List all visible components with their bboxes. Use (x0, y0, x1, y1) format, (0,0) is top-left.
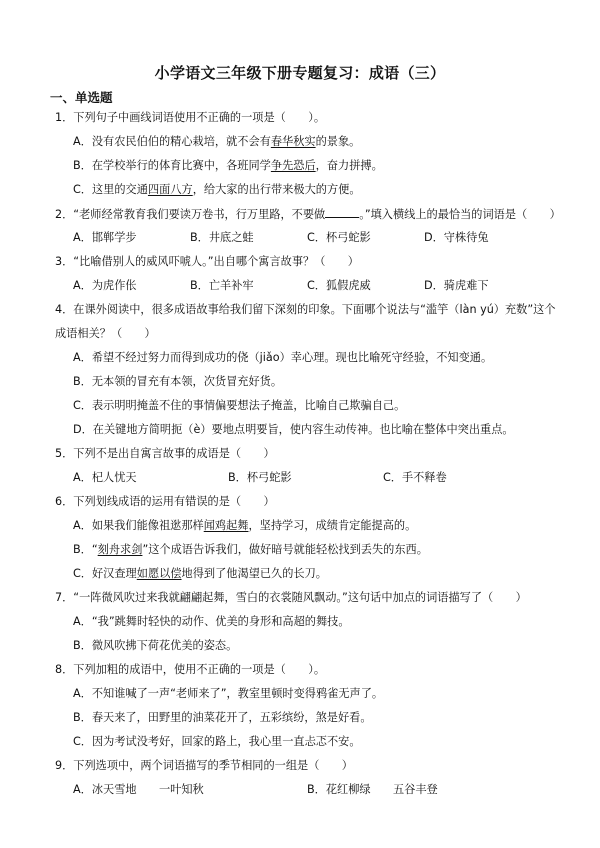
question-4-option-c[interactable]: C．表示明明掩盖不住的事情偏要想法子掩盖，比喻自己欺骗自己。 (73, 399, 406, 412)
question-9-stem: 9．下列选项中，两个词语描写的季节相同的一组是（ ） (55, 759, 353, 772)
option-text: B．“ (73, 543, 98, 556)
question-3-option-d[interactable]: D．骑虎难下 (424, 279, 489, 292)
page-title: 小学语文三年级下册专题复习：成语（三） (154, 64, 446, 82)
section-heading: 一、单选题 (50, 90, 113, 105)
question-8-option-b[interactable]: B．春天来了，田野里的油菜花开了，五彩缤纷，煞是好看。 (73, 711, 372, 724)
question-2-stem (55, 207, 561, 222)
option-text: 地得到了他渴望已久的长刀。 (181, 567, 327, 580)
question-8-option-c[interactable]: C．因为考试没考好，回家的路上，我心里一直忐忑不安。 (73, 735, 361, 748)
option-text: C．这里的交通 (73, 183, 148, 196)
question-9-option-a[interactable]: A．冰天雪地 一叶知秋 (73, 783, 204, 796)
question-5-option-a[interactable]: A．杞人忧天 (73, 471, 137, 484)
question-2-option-b[interactable]: B．井底之蛙 (190, 231, 254, 244)
question-7-stem: 7．“一阵微风吹过来我就翩翩起舞，雪白的衣裳随风飘动。”这句话中加点的词语描写了（ ） (55, 591, 527, 604)
option-text: A．没有农民伯伯的精心栽培，就不会有 (73, 135, 271, 148)
question-5-option-b[interactable]: B．杯弓蛇影 (228, 471, 292, 484)
option-text: ，坚持学习，成绩肯定能提高的。 (248, 519, 417, 532)
question-3-option-c[interactable]: C．狐假虎威 (307, 279, 371, 292)
underlined-idiom: 四面八方 (147, 183, 193, 196)
question-4-stem: 4．在课外阅读中，很多成语故事给我们留下深刻的印象。下面哪个说法与“滥竽（làn yú）充数”这个 (55, 303, 556, 316)
question-3-stem: 3．“比喻借别人的威风吓唬人。”出自哪个寓言故事？（ ） (55, 255, 359, 268)
question-5-option-c[interactable]: C．手不释卷 (383, 471, 447, 484)
question-6-option-a[interactable] (73, 519, 416, 533)
question-3-option-b[interactable]: B．亡羊补牢 (190, 279, 254, 292)
question-3-option-a[interactable]: A．为虎作伥 (73, 279, 137, 292)
option-text: ，奋力拼搏。 (315, 159, 383, 172)
underlined-idiom: 争先恐后 (270, 159, 316, 172)
question-7-option-a[interactable]: A．“我”跳舞时轻快的动作、优美的身形和高超的舞技。 (73, 615, 350, 628)
question-6-option-c[interactable] (73, 567, 327, 581)
option-text: ，给大家的出行带来极大的方便。 (192, 183, 361, 196)
question-4-stem-cont: 成语相关？（ ） (55, 327, 156, 340)
underlined-idiom: 如愿以偿 (136, 567, 182, 580)
underlined-idiom: 春华秋实 (270, 135, 316, 148)
question-6-stem: 6．下列划线成语的运用有错误的是（ ） (55, 495, 275, 508)
option-text: ”这个成语告诉我们，做好暗号就能轻松找到丢失的东西。 (142, 543, 428, 556)
question-2-option-a[interactable]: A．邯郸学步 (73, 231, 137, 244)
question-8-option-a[interactable]: A．不知谁喊了一声“老师来了”，教室里顿时变得鸦雀无声了。 (73, 687, 384, 700)
question-4-option-b[interactable]: B．无本领的冒充有本领，次货冒充好货。 (73, 375, 283, 388)
stem-text: 。”填入横线上的最恰当的词语是（ ） (359, 208, 561, 221)
underlined-idiom: 闻鸡起舞 (203, 519, 249, 532)
question-1-stem: 1．下列句子中画线词语使用不正确的一项是（ ）。 (55, 111, 326, 124)
answer-blank[interactable] (325, 207, 359, 218)
stem-text: 2．“老师经常教育我们要读万卷书，行万里路，不要做 (55, 208, 326, 221)
question-5-stem: 5．下列不是出自寓言故事的成语是（ ） (55, 447, 275, 460)
question-8-stem: 8．下列加粗的成语中，使用不正确的一项是（ ）。 (55, 663, 326, 676)
question-4-option-a[interactable]: A．希望不经过努力而得到成功的侥（jiǎo）幸心理。现也比喻死守经验，不知变通。 (73, 351, 493, 364)
question-2-option-c[interactable]: C．杯弓蛇影 (307, 231, 371, 244)
question-6-option-b[interactable] (73, 543, 428, 557)
option-text: C．好汉查理 (73, 567, 137, 580)
question-2-option-d[interactable]: D．守株待兔 (424, 231, 489, 244)
question-1-option-c[interactable] (73, 183, 361, 197)
question-1-option-a[interactable] (73, 135, 360, 149)
question-4-option-d[interactable]: D．在关键地方简明扼（è）要地点明要旨，使内容生动传神。也比喻在整体中突出重点。 (73, 423, 514, 436)
question-9-option-b[interactable]: B．花红柳绿 五谷丰登 (307, 783, 438, 796)
option-text: B．在学校举行的体育比赛中，各班同学 (73, 159, 271, 172)
question-7-option-b[interactable]: B．微风吹拂下荷花优美的姿态。 (73, 639, 238, 652)
question-1-option-b[interactable] (73, 159, 383, 173)
option-text: A．如果我们能像祖逖那样 (73, 519, 204, 532)
underlined-idiom: 刻舟求剑 (97, 543, 143, 556)
option-text: 的景象。 (315, 135, 361, 148)
